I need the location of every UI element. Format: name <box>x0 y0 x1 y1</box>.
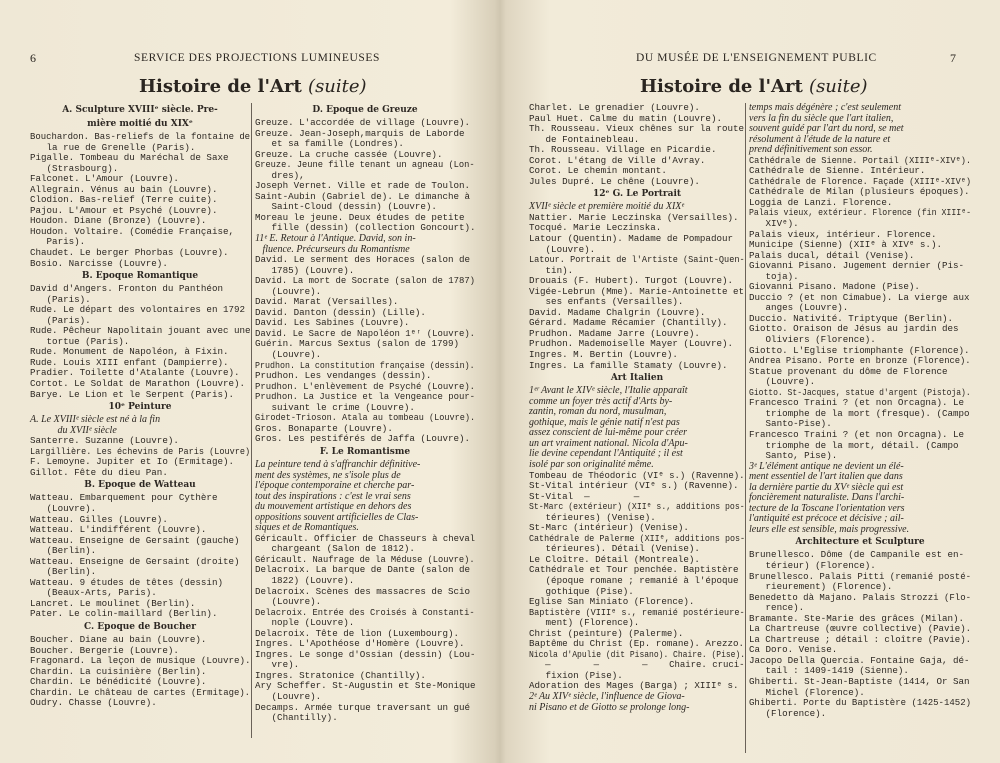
italic-note-line: comme un foyer très actif d'Arts by- <box>529 395 673 407</box>
catalog-line: Ingres. M. Bertin (Louvre). <box>529 349 678 361</box>
catalog-line: Baptême du Christ (Ep. romane). Arezzo. <box>529 638 745 650</box>
catalog-line: 1785) (Louvre). <box>255 264 355 276</box>
catalog-line: térieur) (Florence). <box>749 559 876 571</box>
catalog-line: (Strasbourg). <box>30 162 119 174</box>
catalog-line: Gillot. Fête du dieu Pan. <box>30 466 168 478</box>
catalog-line: Watteau. Enseigne de Gersaint (droite) <box>30 555 240 567</box>
catalog-line: rence). <box>749 602 805 614</box>
catalog-line: Greuze. La cruche cassée (Louvre). <box>255 148 443 160</box>
catalog-line: (Berlin). <box>30 545 97 557</box>
italic-note-line: 11ᵉ E. Retour à l'Antique. David, son in- <box>255 233 416 245</box>
catalog-line: David. Le serment des Horaces (salon de <box>255 254 471 266</box>
italic-note-line: ment des systèmes, ne s'isole plus de <box>255 469 401 481</box>
catalog-line: Ingres. Stratonice (Chantilly). <box>255 669 426 681</box>
catalog-line: Latour. Portrait de l'Artiste (Saint-Quen- <box>529 254 745 266</box>
catalog-line: Cathédrale de Palerme (XIIᵉ, additions pos- <box>529 532 746 544</box>
catalog-line: Gros. Bonaparte (Louvre). <box>255 422 393 434</box>
catalog-line: Watteau. 9 études de têtes (dessin) <box>30 576 223 588</box>
catalog-line: térieures) (Venise). <box>529 511 656 523</box>
catalog-line: (Louvre). <box>255 596 322 608</box>
catalog-line: Ghiberti. St-Jean-Baptiste (1414, Or San <box>749 675 970 687</box>
catalog-line: Brunellesco. Dôme (de Campanile est en- <box>749 549 965 561</box>
catalog-line: Giotto. Oraison de Jésus au jardin des <box>749 323 959 335</box>
catalog-line: Prudhon. La Justice et la Vengeance pour- <box>255 391 476 403</box>
catalog-line: tin). <box>529 264 574 276</box>
catalog-line: suivant le crime (Louvre). <box>255 401 415 413</box>
catalog-line: (Chantilly). <box>255 712 338 724</box>
catalog-line: F. Lemoyne. Jupiter et Io (Ermitage). <box>30 456 234 468</box>
catalog-line: (Louvre). <box>255 285 322 297</box>
catalog-line: Fragonard. La leçon de musique (Louvre). <box>30 655 251 667</box>
catalog-line: Loggia de Lanzi. Florence. <box>749 196 893 208</box>
section-heading: C. Epoque de Boucher <box>84 621 196 632</box>
section-heading: F. Le Romantisme <box>319 446 411 457</box>
catalog-line: Tombeau de Théodoric (VIᵉ s.) (Ravenne). <box>529 469 745 481</box>
catalog-line: Pater. Le colin-maillard (Berlin). <box>30 608 218 620</box>
italic-note-line: vers la fin du siècle que l'art italien, <box>749 112 894 124</box>
catalog-line: Tocqué. Marie Leczinska. <box>529 222 662 234</box>
section-heading: D. Epoque de Greuze <box>312 105 418 115</box>
catalog-line: Jacopo Della Quercia. Fontaine Gaja, dé- <box>749 654 970 666</box>
catalog-line: La Chartreuse ; détail : cloître (Pavie). <box>749 633 972 645</box>
catalog-line: Paris). <box>30 236 86 248</box>
catalog-line: Cortot. Le Soldat de Marathon (Louvre). <box>30 378 246 390</box>
running-header: SERVICE DES PROJECTIONS LUMINEUSES <box>134 52 380 64</box>
italic-note-line: A. Le XVIIIᵉ siècle est né à la fin <box>30 414 161 426</box>
italic-note-line: résolument à l'étude de la nature et <box>749 133 891 145</box>
italic-note-line: leurs elle est sensible, mais progressive. <box>749 523 910 535</box>
italic-note-line: La peinture tend à s'affranchir définitive- <box>255 458 421 470</box>
catalog-line: Watteau. L'indifférent (Louvre). <box>30 524 207 536</box>
catalog-line: Saint-Aubin (Gabriel de). Le dimanche à <box>255 190 471 202</box>
catalog-line: ment) (Florence). <box>529 617 640 629</box>
catalog-line: St-Vital intérieur (VIᵉ s.) (Ravenne). <box>529 480 739 492</box>
italic-note-line: 2ᵉ Au XIVᵉ siècle, l'influence de Giova- <box>529 690 685 702</box>
catalog-line: anges (Louvre). <box>749 302 849 314</box>
italic-note-line: souvent guidé par l'art du nord, se met <box>749 123 904 135</box>
catalog-line: Giotto. L'Eglise triomphante (Florence). <box>749 344 970 356</box>
catalog-line: de Fontainebleau. <box>529 133 640 145</box>
catalog-line: (Paris). <box>30 314 91 326</box>
italic-note-line: l'antiquité est précoce et décisive ; ail- <box>749 513 904 525</box>
catalog-line: Géricault. Naufrage de la Méduse (Louvre). <box>255 553 475 565</box>
catalog-line: Géricault. Officier de Chasseurs à cheval <box>255 532 476 544</box>
italic-note-line: lie devine cependant l'Antiquité ; il est <box>529 448 683 460</box>
catalog-line: Christ (peinture) (Palerme). <box>529 627 684 639</box>
catalog-line: Falconet. L'Amour (Louvre). <box>30 173 179 185</box>
catalog-line: Pigalle. Tombeau du Maréchal de Saxe <box>30 152 229 164</box>
catalog-line: David d'Angers. Fronton du Panthéon <box>30 283 223 295</box>
catalog-line: Decamps. Armée turque traversant un gué <box>255 701 471 713</box>
column-divider <box>251 103 252 738</box>
catalog-line: David. Madame Chalgrin (Louvre). <box>529 306 706 318</box>
catalog-line: David. Marat (Versailles). <box>255 296 399 308</box>
catalog-line: fixion (Pise). <box>529 669 623 681</box>
catalog-line: Paul Huet. Calme du matin (Louvre). <box>529 112 722 124</box>
catalog-line: Cathédrale de Milan (plusieurs époques). <box>749 186 970 198</box>
catalog-line: David. Les Sabines (Louvre). <box>255 317 410 329</box>
left-page <box>0 0 497 763</box>
catalog-line: Santo, Pise). <box>749 450 838 462</box>
catalog-line: tortue (Paris). <box>30 335 130 347</box>
italic-note-line: ment essentiel de l'art italien que dans <box>749 471 903 483</box>
catalog-line: Baptistère (VIIIᵉ s., remanié postérieure- <box>529 606 745 618</box>
text-column-1 <box>529 103 745 713</box>
catalog-line: Rude. Monument de Napoléon, à Fixin. <box>30 346 229 358</box>
italic-note-line: fluence. Précurseurs du Romantisme <box>255 243 410 255</box>
page-title <box>139 76 367 97</box>
catalog-line: Allegrain. Vénus au bain (Louvre). <box>30 183 218 195</box>
catalog-line: — — — Chaire. cruci- <box>529 659 745 671</box>
catalog-line: Statue provenant du dôme de Florence <box>749 365 948 377</box>
italic-note-line: la dernière partie du XVᵉ siècle qui est <box>749 481 904 493</box>
catalog-line: Greuze. Jeune fille tenant un agneau (Lon- <box>255 159 475 171</box>
catalog-line: Clodion. Bas-relief (Terre cuite). <box>30 194 218 206</box>
catalog-line: (Louvre). <box>30 502 97 514</box>
section-heading: mière moitié du XIXᵉ <box>87 119 193 129</box>
title-suffix: (suite) <box>308 76 367 97</box>
catalog-line: (Beaux-Arts, Paris). <box>30 587 157 599</box>
catalog-line: gothique (Pise). <box>529 585 634 597</box>
catalog-line: David. Le Sacre de Napoléon 1ᵉʳ (Louvre). <box>255 327 476 339</box>
italic-note-line: l'époque contemporaine et cherche par- <box>255 480 415 492</box>
italic-note-line: zantin, roman du nord, musulman, <box>529 406 667 418</box>
catalog-line: Prudhon. Madame Jarre (Louvre). <box>529 327 700 339</box>
catalog-line: XIVᵉ). <box>749 218 799 230</box>
catalog-line: Boucher. Bergerie (Louvre). <box>30 644 179 656</box>
italic-note-line: isolé par son originalité même. <box>529 458 654 470</box>
catalog-line: nople (Louvre). <box>255 617 355 629</box>
catalog-line: Palais vieux, extérieur. Florence (fin XIIIᵉ- <box>749 207 972 219</box>
catalog-line: toja). <box>749 270 799 282</box>
catalog-line: triomphe de la mort (fresque). (Campo <box>749 407 970 419</box>
italic-note-line: du mouvement artistique en dehors des <box>255 501 412 513</box>
catalog-line: Watteau. Enseigne de Gersaint (gauche) <box>30 534 240 546</box>
catalog-line: (époque romane ; remanié à l'époque <box>529 574 739 586</box>
catalog-line: Duccio. Nativité. Triptyque (Berlin). <box>749 312 953 324</box>
section-heading: 12ᵉ G. Le Portrait <box>592 189 682 200</box>
catalog-line: Ary Scheffer. St-Augustin et Ste-Monique <box>255 680 476 692</box>
text-column-2 <box>749 103 971 719</box>
page-number: 7 <box>950 51 956 65</box>
catalog-line: Gros. Les pestiférés de Jaffa (Louvre). <box>255 433 471 445</box>
catalog-line: Chardin. Le château de cartes (Ermitage). <box>30 686 251 698</box>
catalog-line: térieures). Détail (Venise). <box>529 543 700 555</box>
catalog-line: Charlet. Le grenadier (Louvre). <box>529 102 700 113</box>
italic-note-line: ni Pisano et de Giotto se prolonge long- <box>529 701 690 713</box>
text-column-1 <box>30 103 250 709</box>
catalog-line: Chardin. Le bénédicité (Louvre). <box>30 676 207 688</box>
catalog-line: Rude. Le départ des volontaires en 1792 <box>30 304 246 316</box>
catalog-line: Adoration des Mages (Barga) ; XIIIᵉ s. <box>529 680 739 692</box>
catalog-line: Largillière. Les échevins de Paris (Louvre) <box>30 445 251 457</box>
catalog-line: Chaudet. Le berger Phorbas (Louvre). <box>30 247 229 259</box>
catalog-line: Palais vieux, intérieur. Florence. <box>749 228 937 240</box>
catalog-line: (Berlin). <box>30 566 97 578</box>
catalog-line: (Louvre). <box>255 690 322 702</box>
catalog-line: Oliviers (Florence). <box>749 334 876 346</box>
catalog-line: Santo-Pise). <box>749 418 832 430</box>
catalog-line: Ingres. L'Apothéose d'Homère (Louvre). <box>255 638 465 650</box>
catalog-line: Watteau. Embarquement pour Cythère <box>30 492 218 504</box>
catalog-line: David. La mort de Socrate (salon de 1787) <box>255 275 476 287</box>
catalog-line: Cathédrale et Tour penchée. Baptistère <box>529 564 739 576</box>
catalog-line: Rude. Pêcheur Napolitain jouant avec une <box>30 325 251 337</box>
catalog-line: Pajou. L'Amour et Psyché (Louvre). <box>30 204 218 216</box>
catalog-line: Giovanni Pisano. Madone (Pise). <box>749 281 920 293</box>
catalog-line: la rue de Grenelle (Paris). <box>30 141 196 153</box>
catalog-line: Rude. Louis XIII enfant (Dampierre). <box>30 356 229 368</box>
catalog-line: Le Cloître. Détail (Montreale). <box>529 553 700 565</box>
catalog-line: David. Danton (dessin) (Lille). <box>255 306 426 318</box>
catalog-line: St-Marc (extérieur) (XIIᵉ s., additions pos- <box>529 501 745 513</box>
catalog-line: Drouais (F. Hubert). Turgot (Louvre). <box>529 275 733 287</box>
catalog-line: vre). <box>255 659 300 671</box>
page-number: 6 <box>30 51 36 65</box>
italic-note-line: du XVIIᵉ siècle <box>30 424 117 436</box>
catalog-line: Saint-Cloud (dessin) (Louvre). <box>255 201 437 213</box>
catalog-line: Francesco Traini ? (et non Orcagna). Le <box>749 397 965 409</box>
catalog-line: Prudhon. Mademoiselle Mayer (Louvre). <box>529 338 733 350</box>
catalog-line: Barye. Le Lion et le Serpent (Paris). <box>30 388 234 400</box>
catalog-line: Prudhon. L'enlèvement de Psyché (Louvre). <box>255 380 476 392</box>
catalog-line: rieurement) (Florence). <box>749 581 893 593</box>
catalog-line: Joseph Vernet. Ville et rade de Toulon. <box>255 180 471 192</box>
catalog-line: Michel (Florence). <box>749 686 865 698</box>
catalog-line: Guérin. Marcus Sextus (salon de 1799) <box>255 338 459 350</box>
catalog-line: Ingres. La famille Stamaty (Louvre). <box>529 359 728 371</box>
catalog-line: Palais ducal, détail (Venise). <box>749 249 915 261</box>
catalog-line: Jules Dupré. Le chêne (Louvre). <box>529 175 700 187</box>
catalog-line: Prudhon. La constitution française (dessin). <box>255 359 475 371</box>
catalog-line: Cathédrale de Sienne. Intérieur. <box>749 165 926 177</box>
italic-note-line: XVIIᵉ siècle et première moitié du XIXᵉ <box>529 201 684 213</box>
catalog-line: Giotto. St-Jacques, statue d'argent (Pistoja). <box>749 386 971 398</box>
catalog-line: triomphe de la mort, détail. (Campo <box>749 439 959 451</box>
right-page <box>503 0 1000 763</box>
title-text: Histoire de l'Art <box>640 76 803 97</box>
catalog-line: Benedetto dà Majano. Palais Strozzi (Flo- <box>749 591 972 603</box>
italic-note-line: gothique, mais le génie natif n'est pas <box>529 416 680 428</box>
catalog-line: Watteau. Gilles (Louvre). <box>30 513 168 525</box>
catalog-line: Bosio. Narcisse (Louvre). <box>30 257 168 269</box>
catalog-line: (Louvre). <box>749 376 816 388</box>
catalog-line: Delacroix. Entrée des Croisés à Constanti- <box>255 606 475 618</box>
catalog-line: Lancret. Le moulinet (Berlin). <box>30 597 196 609</box>
catalog-line: Prudhon. Les vendanges (dessin). <box>255 370 432 382</box>
italic-note-line: assez conscient de lui-même pour créer <box>529 427 688 439</box>
catalog-line: Giovanni Pisano. Jugement dernier (Pis- <box>749 260 965 272</box>
catalog-line: Pradier. Toilette d'Atalante (Louvre). <box>30 367 240 379</box>
catalog-line: Cathédrale de Florence. Façade (XIIIᵉ-XIVᵉ) <box>749 175 972 187</box>
section-heading: Architecture et Sculpture <box>795 537 925 548</box>
catalog-line: Vigée-Lebrun (Mme). Marie-Antoinette et <box>529 285 745 297</box>
section-heading: B. Epoque Romantique <box>81 271 199 282</box>
italic-note-line: oppositions souvent artificielles de Clas- <box>255 511 419 523</box>
catalog-line: Bouchardon. Bas-reliefs de la fontaine de <box>30 131 251 142</box>
italic-note-line: 1ᵉʳ Avant le XIVᵉ siècle, l'Italie apparaît <box>529 385 688 397</box>
italic-note-line: tecture de la Toscane l'orientation vers <box>749 502 905 514</box>
catalog-line: Greuze. Jean-Joseph,marquis de Laborde <box>255 127 465 139</box>
catalog-line: (Louvre). <box>255 349 322 361</box>
catalog-line: Corot. L'étang de Ville d'Avray. <box>529 154 706 166</box>
catalog-line: La Chartreuse (œuvre collective) (Pavie). <box>749 623 972 635</box>
catalog-line: (Florence). <box>749 707 827 719</box>
catalog-line: Th. Rousseau. Village en Picardie. <box>529 144 717 156</box>
italic-note-line: prend définitivement son essor. <box>749 144 873 156</box>
column-divider <box>745 103 746 753</box>
section-heading: B. Epoque de Watteau <box>84 480 196 491</box>
catalog-line: Bramante. Ste-Marie des grâces (Milan). <box>749 612 965 624</box>
running-header: DU MUSÉE DE L'ENSEIGNEMENT PUBLIC <box>636 52 877 64</box>
catalog-line: Delacroix. Tête de lion (Luxembourg). <box>255 627 459 639</box>
italic-note-line: 3ᵉ L'élément antique ne devient un élé- <box>749 460 904 472</box>
catalog-line: Houdon. Voltaire. (Comédie Française, <box>30 225 234 237</box>
section-heading: A. Sculpture XVIIIᵉ siècle. Pre- <box>62 105 218 115</box>
italic-note-line: siques et de Romantiques. <box>255 522 359 534</box>
catalog-line: Brunellesco. Palais Pitti (remanié posté- <box>749 570 972 582</box>
catalog-line: fille (dessin) (collection Goncourt). <box>255 222 476 234</box>
catalog-line: Greuze. L'accordée de village (Louvre). <box>255 117 471 128</box>
catalog-line: Francesco Traini ? (et non Orcagna). Le <box>749 428 965 440</box>
catalog-line: Corot. Le chemin montant. <box>529 165 667 177</box>
catalog-line: St-Vital — — <box>529 490 640 502</box>
catalog-line: Th. Rousseau. Vieux chênes sur la route <box>529 123 745 135</box>
catalog-line: Houdon. Diane (Bronze) (Louvre). <box>30 215 207 227</box>
catalog-line: Latour (Quentin). Madame de Pompadour <box>529 233 733 245</box>
catalog-line: Gérard. Madame Récamier (Chantilly). <box>529 317 728 329</box>
catalog-line: Ghiberti. Porte du Baptistère (1425-1452) <box>749 697 972 709</box>
catalog-line: (Louvre). <box>529 243 596 255</box>
title-suffix: (suite) <box>809 76 868 97</box>
catalog-line: et sa famille (Londres). <box>255 138 404 150</box>
page-title <box>640 76 868 97</box>
catalog-line: Andrea Pisano. Porte en bronze (Florence). <box>749 355 971 367</box>
italic-note-line: foncièrement naturaliste. Dans l'archi- <box>749 492 905 504</box>
text-column-2 <box>255 103 475 724</box>
catalog-line: Nicola d'Apulie (dit Pisano). Chaire. (Pise). <box>529 648 746 660</box>
catalog-line: Boucher. Diane au bain (Louvre). <box>30 633 207 645</box>
catalog-line: ses enfants (Versailles). <box>529 296 684 308</box>
catalog-line: Delacroix. Scènes des massacres de Scio <box>255 585 471 597</box>
catalog-line: dres), <box>255 169 305 181</box>
catalog-line: Delacroix. La barque de Dante (salon de <box>255 564 471 576</box>
catalog-line: Ingres. Le songe d'Ossian (dessin) (Lou- <box>255 648 476 660</box>
catalog-line: Ca Doro. Venise. <box>749 644 838 656</box>
catalog-line: Eglise San Miniato (Florence). <box>529 596 695 608</box>
italic-note-line: temps mais dégénère ; c'est seulement <box>749 102 901 113</box>
catalog-line: (Paris). <box>30 293 91 305</box>
catalog-line: Nattier. Marie Leczinska (Versailles). <box>529 211 739 223</box>
title-text: Histoire de l'Art <box>139 76 302 97</box>
italic-note-line: tout des inspirations : c'est le vrai sens <box>255 490 411 502</box>
section-heading: Art Italien <box>610 373 664 384</box>
italic-note-line: un art vraiment national. Nicola d'Apu- <box>529 437 688 449</box>
catalog-line: Oudry. Chasse (Louvre). <box>30 697 157 709</box>
catalog-line: Cathédrale de Sienne. Portail (XIIIᵉ-XIVᵉ). <box>749 154 972 166</box>
catalog-line: Girodet-Trioson. Atala au tombeau (Louvre). <box>255 412 476 424</box>
catalog-line: Duccio ? (et non Cimabue). La vierge aux <box>749 291 970 303</box>
catalog-line: tail : 1409-1419 (Sienne). <box>749 665 909 677</box>
catalog-line: Moreau le jeune. Deux études de petite <box>255 211 465 223</box>
catalog-line: Chardin. La cuisinière (Berlin). <box>30 665 207 677</box>
catalog-line: Municipe (Sienne) (XIIᵉ à XIVᵉ s.). <box>749 239 942 251</box>
section-heading: 10ᵉ Peinture <box>108 402 172 413</box>
catalog-line: 1822) (Louvre). <box>255 574 355 586</box>
catalog-line: chargeant (Salon de 1812). <box>255 543 415 555</box>
catalog-line: Santerre. Suzanne (Louvre). <box>30 435 179 447</box>
catalog-line: St-Marc (intérieur) (Venise). <box>529 522 689 534</box>
